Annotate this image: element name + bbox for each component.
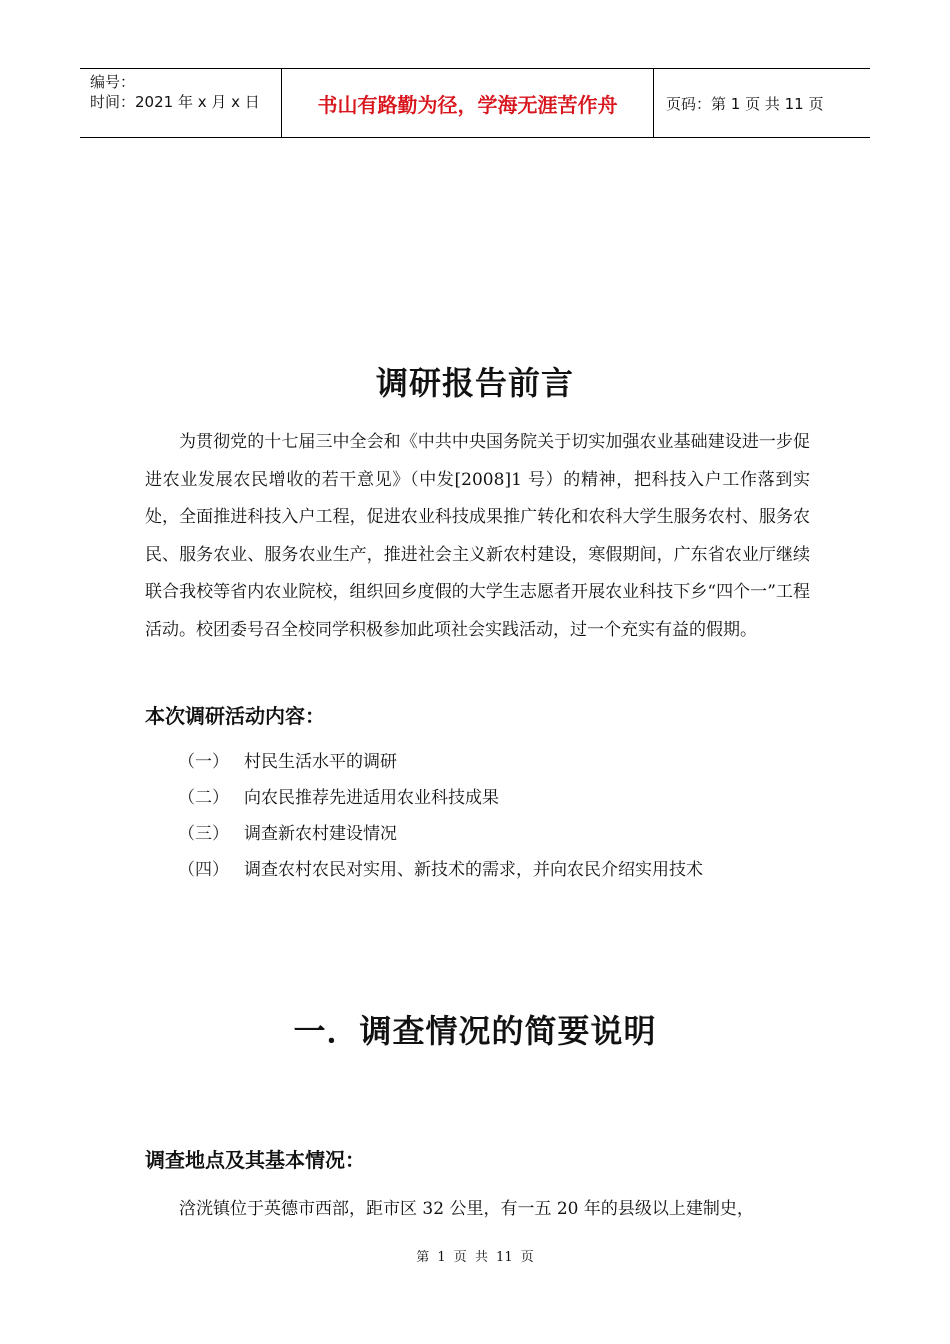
list-item-number: （三） xyxy=(178,824,229,844)
header-number-label: 编号： xyxy=(90,73,136,91)
header-page-info: 页码：第 1 页 共 11 页 xyxy=(666,94,824,113)
list-item-text: 调查农村农民对实用、新技术的需求，并向农民介绍实用技术 xyxy=(244,860,703,880)
list-item-number: （二） xyxy=(178,788,229,808)
list-item-text: 向农民推荐先进适用农业科技成果 xyxy=(244,788,499,808)
header-motto: 书山有路勤为径，学海无涯苦作舟 xyxy=(282,69,654,137)
list-item xyxy=(178,749,703,785)
list-item-number: （四） xyxy=(178,860,229,880)
list-item xyxy=(178,785,703,821)
intro-paragraph: 为贯彻党的十七届三中全会和《中共中央国务院关于切实加强农业基础建设进一步促进农业发展农民增收的若干意见》（中发[2008]1 号）的精神，把科技入户工作落到实处，全面推进科技入户工程，促进农业科技成果推广转化和农科大学生服务农村、服务农民、服务农业、服务农业生产，推进社会主义新农村建设，寒假期间，广东省农业厅继续联合我校等省内农业院校，组织回乡度假的大学生志愿者开展农业科技下乡“四个一”工程活动。校团委号召全校同学积极参加此项社会实践活动，过一个充实有益的假期。 xyxy=(145,432,810,640)
location-heading: 调查地点及其基本情况： xyxy=(145,1148,365,1172)
main-title: 调研报告前言 xyxy=(375,364,574,402)
list-item xyxy=(178,821,703,857)
header-date-label: 时间：2021 年 x 月 x 日 xyxy=(90,93,260,111)
section-title: 一．调查情况的简要说明 xyxy=(293,1012,657,1050)
list-item-number: （一） xyxy=(178,752,229,772)
page-header xyxy=(80,68,870,138)
content-list xyxy=(178,749,703,893)
content-heading: 本次调研活动内容： xyxy=(145,704,325,728)
location-paragraph: 浛洸镇位于英德市西部，距市区 32 公里，有一五 20 年的县级以上建制史， xyxy=(179,1199,754,1219)
header-meta xyxy=(80,69,282,137)
list-item-text: 村民生活水平的调研 xyxy=(244,752,397,772)
page-footer: 第 1 页 共 11 页 xyxy=(416,1250,534,1265)
list-item xyxy=(178,857,703,893)
list-item-text: 调查新农村建设情况 xyxy=(244,824,397,844)
